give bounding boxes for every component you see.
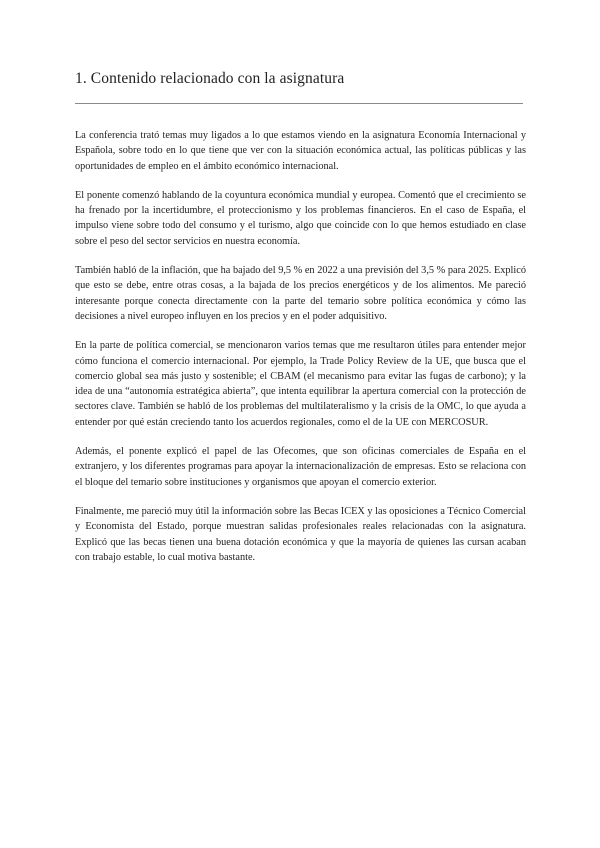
paragraph-ofecomes: Además, el ponente explicó el papel de las Ofecomes, que son oficinas comerciales de España en el extranjero, y los diferentes programas para apoyar la internacionalización de empresas. Esto se relaciona con el bloque del temario sobre instituciones y organismos que apoyan el comercio exterior.: [75, 446, 526, 488]
section-heading: 1. Contenido relacionado con la asignatura: [75, 70, 345, 87]
paragraph-economic-outlook: El ponente comenzó hablando de la coyuntura económica mundial y europea. Comentó que el crecimiento se ha frenado por la incertidumbre, el proteccionismo y los problemas financieros. En el caso de España, el impulso viene sobre todo del consumo y el turismo, algo que coincide con lo que hemos estudiado en clase sobre el peso del sector servicios en nuestra economía.: [75, 189, 526, 247]
heading-divider: [75, 103, 523, 104]
paragraph-trade-policy: En la parte de política comercial, se mencionaron varios temas que me resultaron útiles para entender mejor cómo funciona el comercio internacional. Por ejemplo, la Trade Policy Review de la UE, que busca que el comercio global sea más justo y sostenible; el CBAM (el mecanismo para evitar las fugas de carbono); y la idea de una “autonomía estratégica abierta”, que intenta equilibrar la apertura comercial con la protección de sectores clave. También se habló de los problemas del multilateralismo y la crisis de la OMC, lo que ayuda a entender por qué están creciendo tanto los acuerdos regionales, como el de la UE con MERCOSUR.: [75, 340, 526, 428]
paragraph-icex-scholarships: Finalmente, me pareció muy útil la información sobre las Becas ICEX y las oposiciones a Técnico Comercial y Economista del Estado, porque muestran salidas profesionales reales relacionadas con la asignatura. Explicó que las becas tienen una buena dotación económica y que la mayoría de quienes las cursan acaban con trabajo estable, lo cual motiva bastante.: [75, 505, 526, 563]
body-text: [75, 128, 526, 579]
paragraph-inflation: También habló de la inflación, que ha bajado del 9,5 % en 2022 a una previsión del 3,5 % para 2025. Explicó que esto se debe, entre otras cosas, a la bajada de los precios energéticos y de los alimentos. Me pareció interesante porque conecta directamente con la parte del temario sobre política económica y cómo las decisiones a nivel europeo influyen en los precios y en el poder adquisitivo.: [75, 265, 526, 322]
paragraph-intro: La conferencia trató temas muy ligados a lo que estamos viendo en la asignatura Economía Internacional y Española, sobre todo en lo que tiene que ver con la situación económica actual, las políticas públicas y las oportunidades de empleo en el ámbito económico internacional.: [75, 130, 526, 172]
